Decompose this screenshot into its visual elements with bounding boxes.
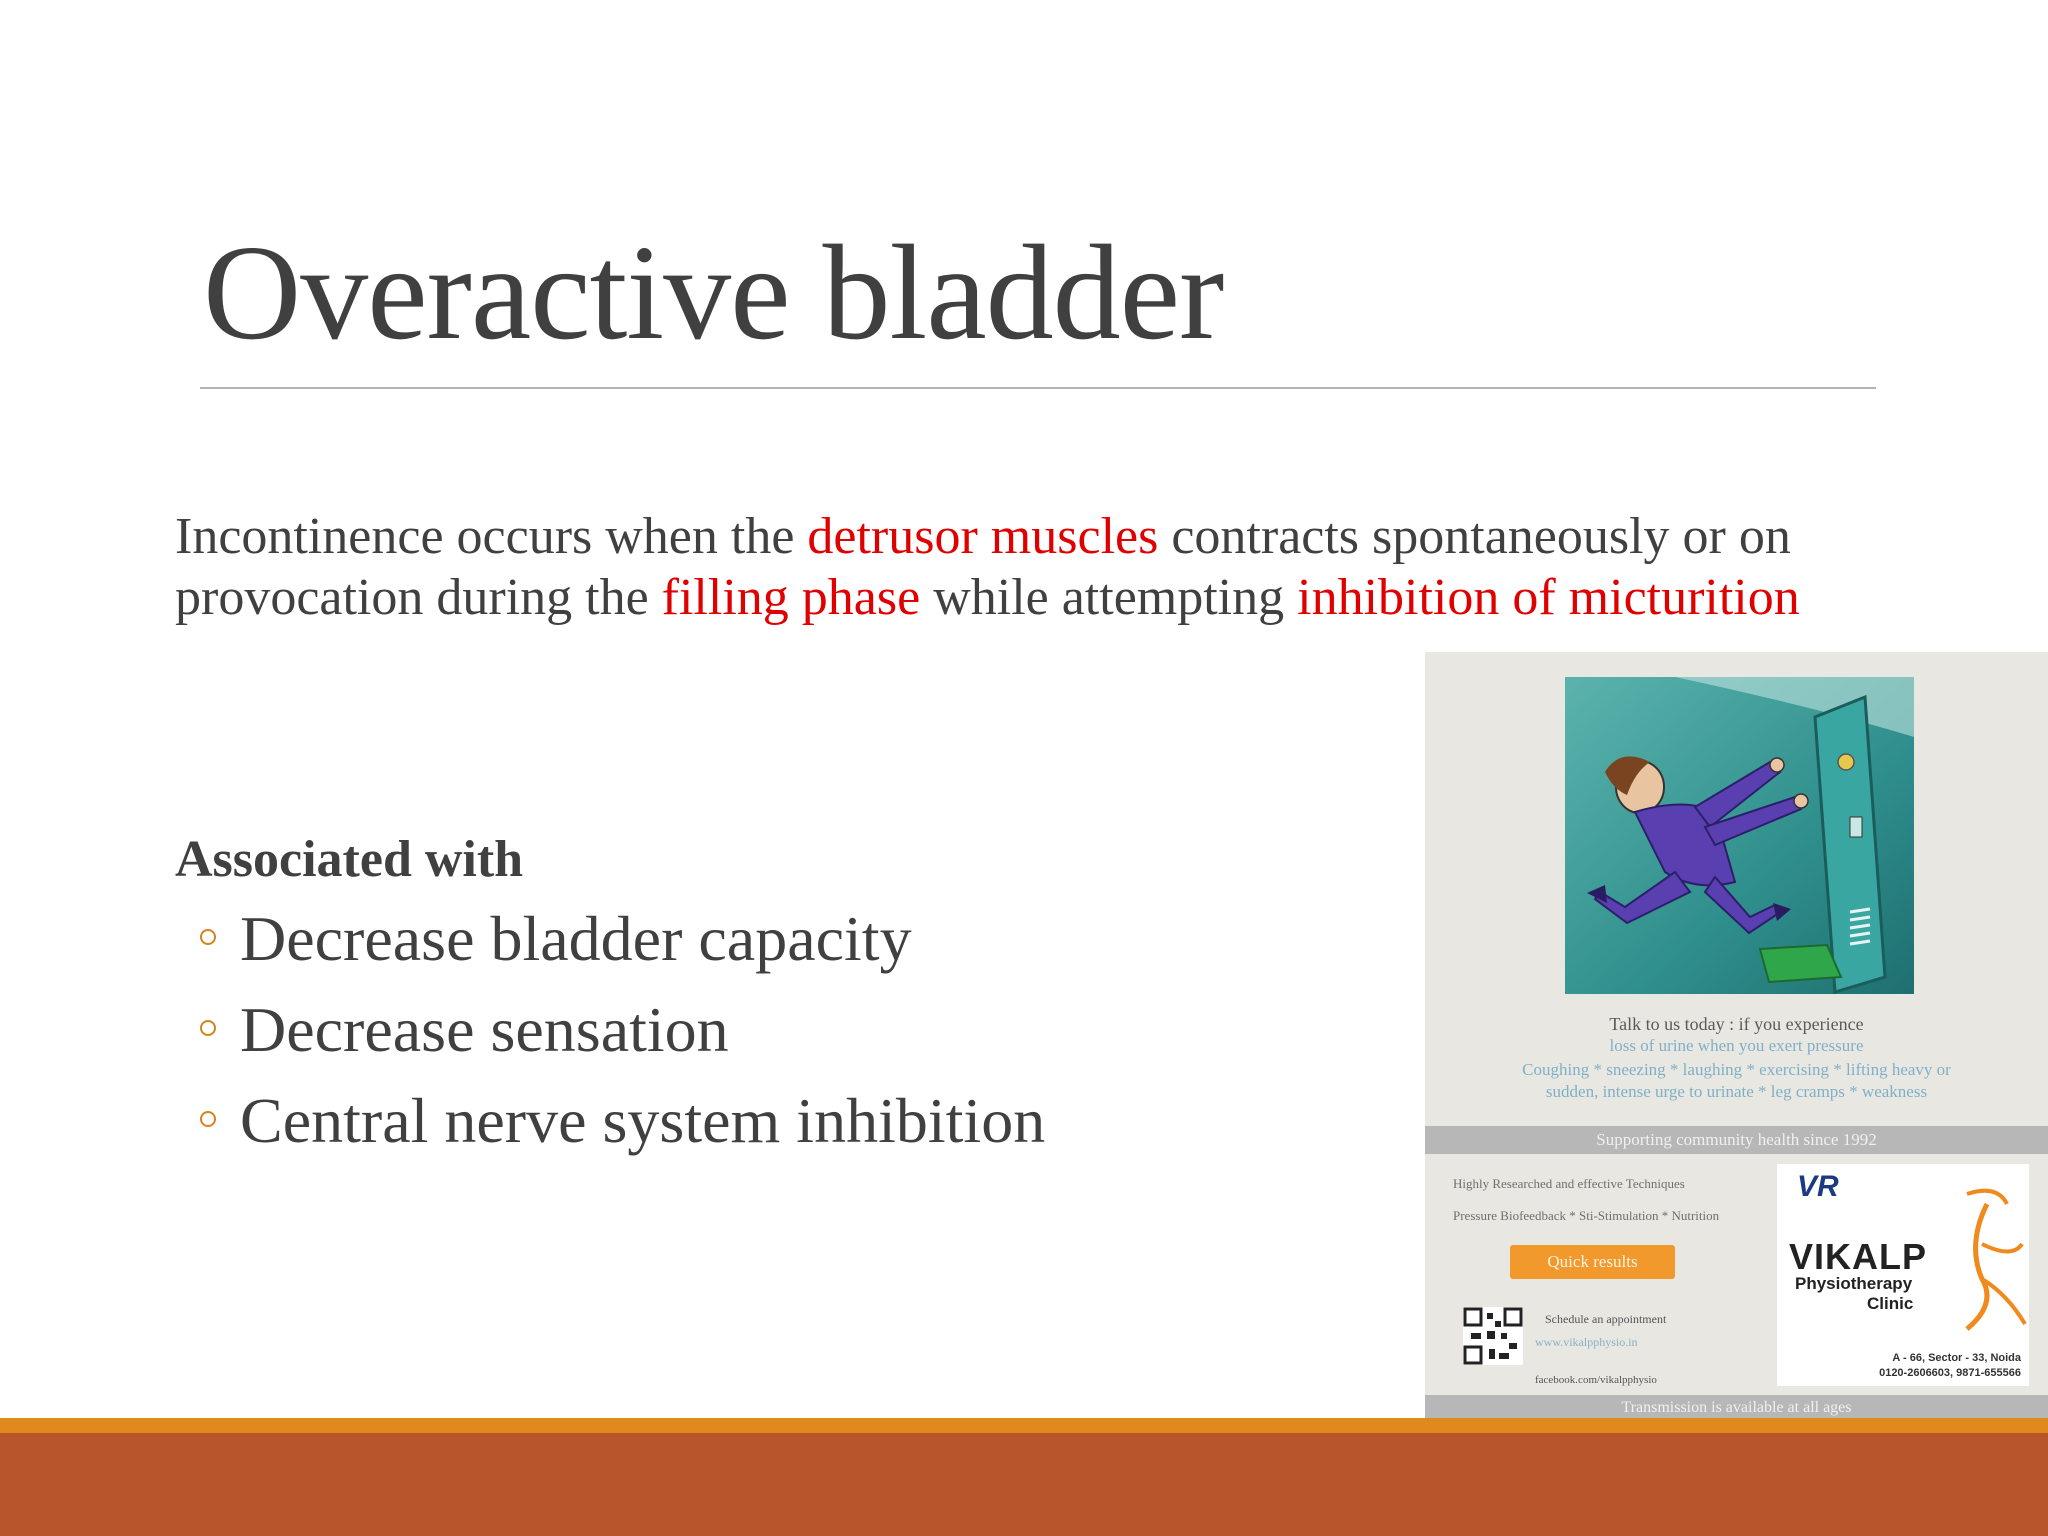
clinic-brand-name: VIKALP xyxy=(1789,1236,1928,1277)
title-divider xyxy=(200,387,1876,389)
running-woman-illustration xyxy=(1565,677,1914,994)
poster-band: Supporting community health since 1992 xyxy=(1425,1126,2048,1154)
poster-techniques: Highly Researched and effective Techniques xyxy=(1453,1176,1685,1191)
footer-bar xyxy=(0,1433,2048,1536)
poster-schedule: Schedule an appointment xyxy=(1545,1312,1667,1326)
paragraph-text-3: while attempting xyxy=(920,569,1298,626)
vr-logo: VR xyxy=(1797,1170,1839,1203)
paragraph-text-2: contracts spontaneously or on provocation during the xyxy=(175,508,1791,626)
bullet-item xyxy=(200,903,1045,994)
highlight-filling-phase: filling phase xyxy=(661,569,921,626)
poster-website: www.vikalpphysio.in xyxy=(1535,1335,1638,1349)
poster-line-1: Talk to us today : if you experience xyxy=(1609,1014,1864,1034)
qr-code-icon xyxy=(1463,1307,1523,1365)
poster-bottom-band: Transmission is available at all ages xyxy=(1425,1395,2048,1420)
highlight-detrusor: detrusor muscles xyxy=(807,508,1159,565)
bullet-list xyxy=(200,903,1045,1176)
clinic-poster-image xyxy=(1425,652,2048,1420)
poster-line-4: sudden, intense urge to urinate * leg cramps * weakness xyxy=(1545,1082,1928,1101)
poster-facebook: facebook.com/vikalpphysio xyxy=(1535,1374,1657,1386)
paragraph-text-1: Incontinence occurs when the xyxy=(175,508,808,565)
footer-accent-stripe xyxy=(0,1418,2048,1433)
poster-quick-results-badge: Quick results xyxy=(1510,1245,1675,1279)
bullet-item xyxy=(200,994,1045,1085)
runner-logo-icon xyxy=(1927,1184,2027,1334)
clinic-brand-line2: Physiotherapy xyxy=(1795,1274,1913,1293)
clinic-address: A - 66, Sector - 33, Noida xyxy=(1892,1352,2021,1364)
poster-line-2: loss of urine when you exert pressure xyxy=(1609,1036,1864,1055)
bullet-text: Decrease sensation xyxy=(240,994,729,1065)
associated-heading: Associated with xyxy=(175,831,524,888)
bullet-text: Central nerve system inhibition xyxy=(240,1085,1046,1156)
clinic-brand-line3: Clinic xyxy=(1867,1294,1914,1313)
highlight-inhibition: inhibition of micturition xyxy=(1297,569,1800,626)
poster-line-3: Coughing * sneezing * laughing * exercising * lifting heavy or xyxy=(1522,1060,1951,1079)
clinic-logo-panel xyxy=(1777,1164,2029,1386)
bullet-marker xyxy=(200,1020,216,1036)
slide-title: Overactive bladder xyxy=(203,218,1224,368)
poster-treatments: Pressure Biofeedback * Sti-Stimulation * Nutrition xyxy=(1453,1208,1720,1223)
bullet-marker xyxy=(200,929,216,945)
definition-paragraph xyxy=(175,506,1895,628)
bullet-item xyxy=(200,1085,1045,1176)
bullet-text: Decrease bladder capacity xyxy=(240,903,912,974)
bullet-marker xyxy=(200,1111,216,1127)
clinic-phone: 0120-2606603, 9871-655566 xyxy=(1879,1367,2021,1379)
